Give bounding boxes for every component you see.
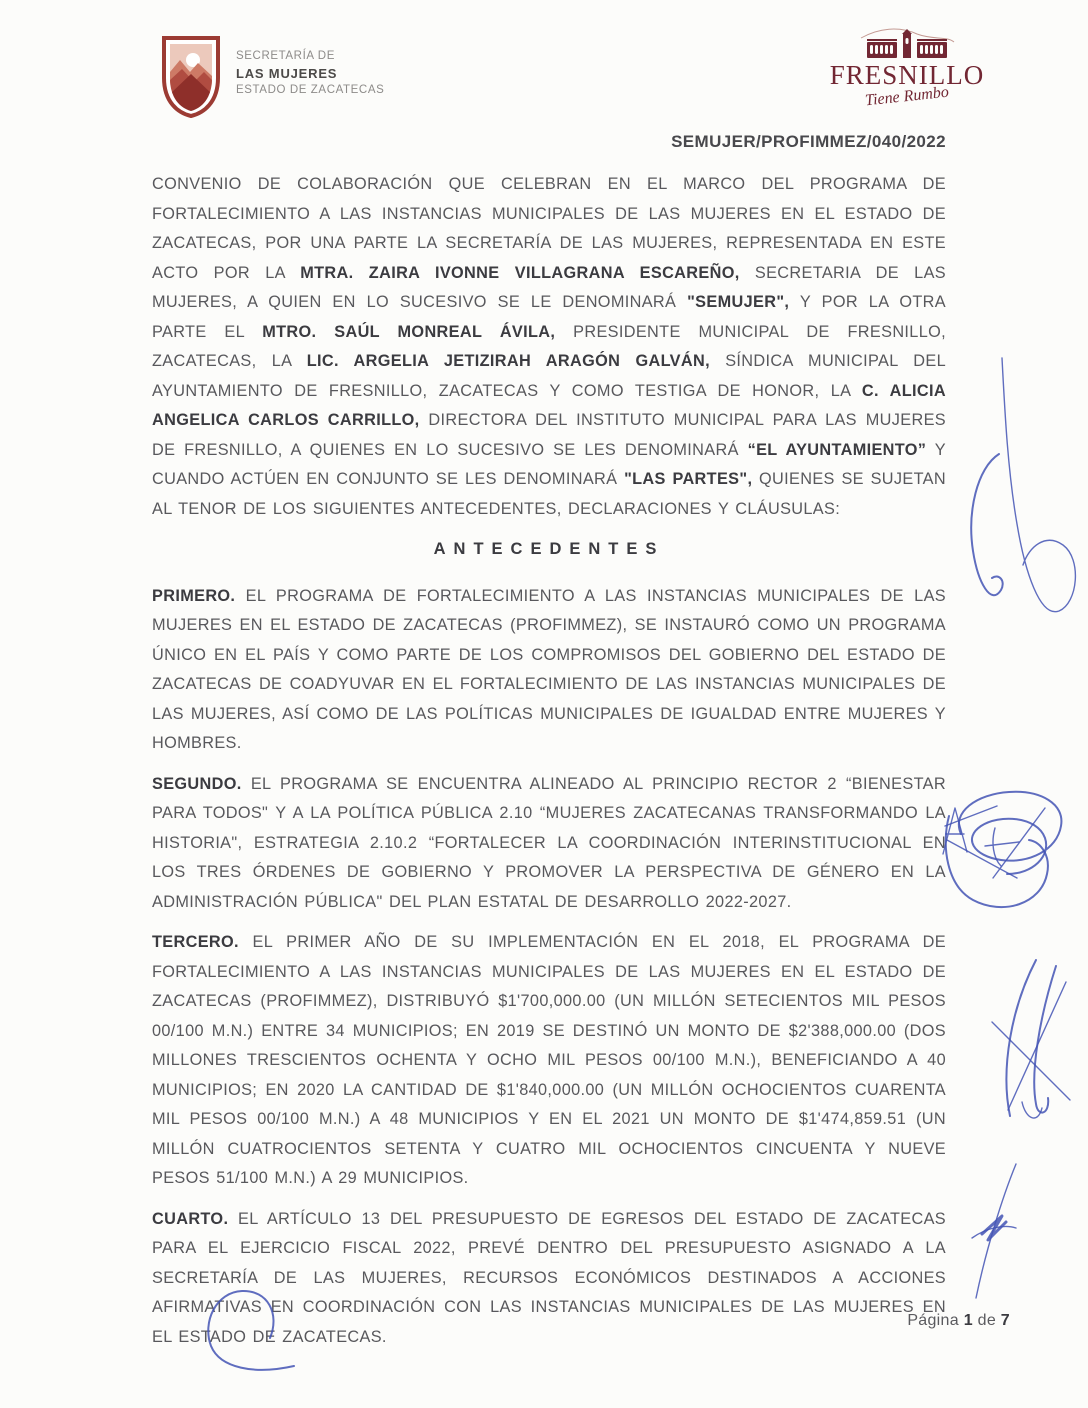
paragraph-label: CUARTO. bbox=[152, 1209, 229, 1228]
reference-number: SEMUJER/PROFIMMEZ/040/2022 bbox=[671, 132, 946, 151]
fresnillo-building-icon bbox=[859, 28, 955, 62]
paragraph-label: PRIMERO. bbox=[152, 586, 236, 605]
document-body bbox=[152, 170, 946, 1363]
paragraph-segundo bbox=[152, 770, 946, 918]
fresnillo-logo bbox=[822, 28, 992, 110]
semujer-logo-line1: SECRETARÍA DE bbox=[236, 50, 335, 62]
semujer-shield-icon bbox=[160, 36, 222, 118]
semujer-logo-line2: LAS MUJERES bbox=[236, 66, 338, 81]
paragraph-tercero bbox=[152, 928, 946, 1194]
page-separator: de bbox=[977, 1312, 997, 1329]
signature-f-stroke bbox=[952, 1158, 1042, 1308]
signature-cross-strokes bbox=[978, 952, 1088, 1127]
paragraph-text: EL PROGRAMA SE ENCUENTRA ALINEADO AL PRINCIPIO RECTOR 2 “BIENESTAR PARA TODOS" Y A LA POLÍTICA PÚBLICA 2.10 “MUJERES ZACATECANAS TRANSFORMANDO LA HISTORIA", ESTRATEGIA 2.10.2 “FORTALECER LA COORDINACIÓN INTERINSTITUCIONAL EN LOS TRES ÓRDENES DE GOBIERNO Y PROMOVER LA PERSPECTIVA DE GÉNERO EN LA ADMINISTRACIÓN PÚBLICA" DEL PLAN ESTATAL DE DESARROLLO 2022-2027. bbox=[152, 774, 946, 911]
fresnillo-wordmark: FRESNILLO bbox=[829, 60, 985, 90]
fresnillo-tagline: Tiene Rumbo bbox=[864, 83, 950, 110]
paragraph-cuarto bbox=[152, 1205, 946, 1353]
page-number bbox=[907, 1312, 1010, 1330]
paragraph-text: EL ARTÍCULO 13 DEL PRESUPUESTO DE EGRESOS DEL ESTADO DE ZACATECAS PARA EL EJERCICIO FISCAL 2022, PREVÉ DENTRO DEL PRESUPUESTO ASIGNADO A LA SECRETARÍA DE LAS MUJERES, RECURSOS ECONÓMICOS DESTINADOS A ACCIONES AFIRMATIVAS EN COORDINACIÓN CON LAS INSTANCIAS MUNICIPALES DE LAS MUJERES EN EL ESTADO DE ZACATECAS. bbox=[152, 1209, 946, 1346]
page-current: 1 bbox=[963, 1312, 973, 1329]
paragraph-text: EL PROGRAMA DE FORTALECIMIENTO A LAS INSTANCIAS MUNICIPALES DE LAS MUJERES EN EL ESTADO DE ZACATECAS (PROFIMMEZ), SE INSTAURÓ COMO UN PROGRAMA ÚNICO EN EL PAÍS Y COMO PARTE DE LOS COMPROMISOS DEL GOBIERNO DEL ESTADO DE ZACATECAS DE COADYUVAR EN EL FORTALECIMIENTO DE LAS INSTANCIAS MUNICIPALES DE LAS MUJERES, ASÍ COMO DE LAS POLÍTICAS MUNICIPALES DE IGUALDAD ENTRE MUJERES Y HOMBRES. bbox=[152, 586, 946, 752]
paragraph-text: EL PRIMER AÑO DE SU IMPLEMENTACIÓN EN EL 2018, EL PROGRAMA DE FORTALECIMIENTO A LAS INSTANCIAS MUNICIPALES DE LAS MUJERES EN EL ESTADO DE ZACATECAS (PROFIMMEZ), DISTRIBUYÓ $1'700,000.00 (UN MILLÓN SETECIENTOS MIL PESOS 00/100 M.N.) ENTRE 34 MUNICIPIOS; EN 2019 SE DESTINÓ UN MONTO DE $2'388,000.00 (DOS MILLONES TRESCIENTOS OCHENTA Y OCHO MIL PESOS 00/100 M.N.), BENEFICIANDO A 40 MUNICIPIOS; EN 2020 LA CANTIDAD DE $1'840,000.00 (UN MILLÓN OCHOCIENTOS CUARENTA MIL PESOS 00/100 M.N.) A 48 MUNICIPIOS Y EN EL 2021 UN MONTO DE $1'474,859.51 (UN MILLÓN CUATROCIENTOS SETENTA Y CUATRO MIL OCHOCIENTOS CINCUENTA Y NUEVE PESOS 51/100 M.N.) A 29 MUNICIPIOS. bbox=[152, 933, 946, 1187]
page-label: Página bbox=[907, 1312, 959, 1329]
semujer-logo-line3: ESTADO DE ZACATECAS bbox=[236, 84, 385, 96]
semujer-logo bbox=[160, 36, 384, 118]
paragraph-label: SEGUNDO. bbox=[152, 774, 242, 793]
paragraph-primero bbox=[152, 582, 946, 759]
intro-paragraph: CONVENIO DE COLABORACIÓN QUE CELEBRAN EN EL MARCO DEL PROGRAMA DE FORTALECIMIENTO A LAS INSTANCIAS MUNICIPALES DE LAS MUJERES EN EL ESTADO DE ZACATECAS, POR UNA PARTE LA SECRETARÍA DE LAS MUJERES, REPRESENTADA EN ESTE ACTO POR LA MTRA. ZAIRA IVONNE VILLAGRANA ESCAREÑO, SECRETARIA DE LAS MUJERES, A QUIEN EN LO SUCESIVO SE LE DENOMINARÁ "SEMUJER", Y POR LA OTRA PARTE EL MTRO. SAÚL MONREAL ÁVILA, PRESIDENTE MUNICIPAL DE FRESNILLO, ZACATECAS, LA LIC. ARGELIA JETIZIRAH ARAGÓN GALVÁN, SÍNDICA MUNICIPAL DEL AYUNTAMIENTO DE FRESNILLO, ZACATECAS Y COMO TESTIGA DE HONOR, LA C. ALICIA ANGELICA CARLOS CARRILLO, DIRECTORA DEL INSTITUTO MUNICIPAL PARA LAS MUJERES DE FRESNILLO, A QUIENES EN LO SUCESIVO SE LES DENOMINARÁ “EL AYUNTAMIENTO” Y CUANDO ACTÚEN EN CONJUNTO SE LES DENOMINARÁ "LAS PARTES", QUIENES SE SUJETAN AL TENOR DE LOS SIGUIENTES ANTECEDENTES, DECLARACIONES Y CLÁUSULAS: bbox=[152, 175, 947, 518]
signature-scribble bbox=[933, 782, 1083, 937]
paragraph-label: TERCERO. bbox=[152, 933, 239, 951]
antecedentes-heading: ANTECEDENTES bbox=[433, 540, 665, 558]
page-total: 7 bbox=[1000, 1312, 1010, 1329]
signature-flourish bbox=[942, 352, 1088, 637]
